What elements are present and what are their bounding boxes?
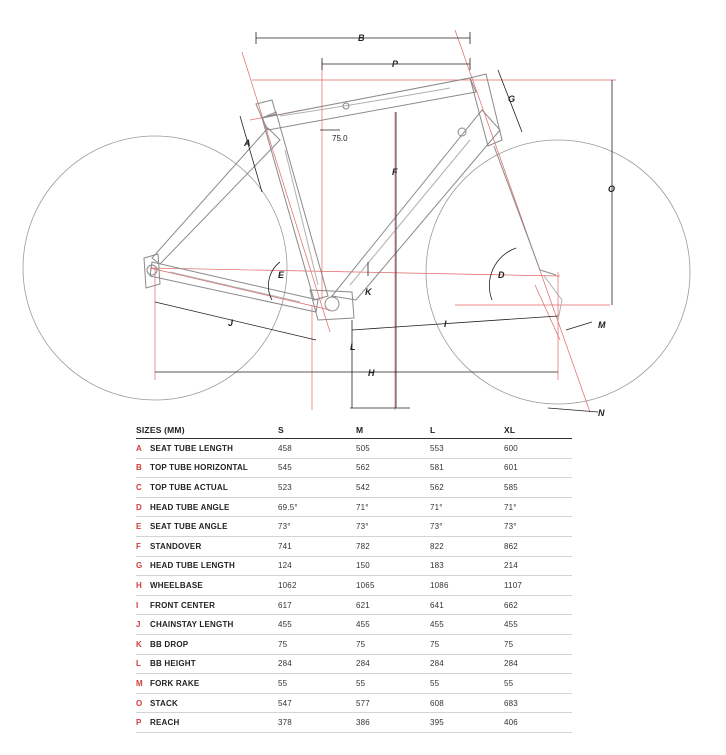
row-name: HEAD TUBE LENGTH — [150, 556, 278, 576]
label-i: I — [444, 319, 447, 329]
reference-lines — [150, 30, 616, 412]
label-f: F — [392, 167, 398, 177]
value-m: 73° — [356, 517, 430, 537]
row-name: CHAINSTAY LENGTH — [150, 615, 278, 635]
label-j: J — [228, 318, 234, 328]
value-m: 1065 — [356, 576, 430, 596]
value-m: 284 — [356, 654, 430, 674]
value-s: 284 — [278, 654, 356, 674]
header-l: L — [430, 420, 504, 439]
label-p: P — [392, 59, 399, 69]
value-l: 641 — [430, 595, 504, 615]
value-xl: 662 — [504, 595, 572, 615]
table-row — [136, 439, 572, 459]
header-m: M — [356, 420, 430, 439]
value-m: 75 — [356, 634, 430, 654]
value-l: 75 — [430, 634, 504, 654]
value-m: 71° — [356, 497, 430, 517]
row-name: BB HEIGHT — [150, 654, 278, 674]
row-name: TOP TUBE ACTUAL — [150, 478, 278, 498]
row-letter: I — [136, 595, 150, 615]
value-xl: 284 — [504, 654, 572, 674]
row-letter: D — [136, 497, 150, 517]
value-l: 284 — [430, 654, 504, 674]
value-s: 55 — [278, 674, 356, 694]
row-letter: B — [136, 458, 150, 478]
geometry-table — [136, 420, 572, 733]
value-l: 71° — [430, 497, 504, 517]
bike-frame — [144, 74, 562, 320]
label-m: M — [598, 320, 606, 330]
value-xl: 600 — [504, 439, 572, 459]
value-s: 458 — [278, 439, 356, 459]
row-name: FRONT CENTER — [150, 595, 278, 615]
value-m: 455 — [356, 615, 430, 635]
label-l: L — [350, 342, 356, 352]
table-row — [136, 458, 572, 478]
table-header-row — [136, 420, 572, 439]
value-s: 124 — [278, 556, 356, 576]
value-l: 822 — [430, 536, 504, 556]
dimension-lines — [155, 32, 612, 412]
value-xl: 601 — [504, 458, 572, 478]
row-letter: K — [136, 634, 150, 654]
table-row — [136, 674, 572, 694]
label-h: H — [368, 368, 375, 378]
value-xl: 683 — [504, 693, 572, 713]
row-name: SEAT TUBE ANGLE — [150, 517, 278, 537]
table-row — [136, 654, 572, 674]
value-l: 1086 — [430, 576, 504, 596]
value-xl: 214 — [504, 556, 572, 576]
value-m: 55 — [356, 674, 430, 694]
value-xl: 585 — [504, 478, 572, 498]
label-e: E — [278, 270, 285, 280]
value-m: 150 — [356, 556, 430, 576]
value-s: 545 — [278, 458, 356, 478]
row-name: TOP TUBE HORIZONTAL — [150, 458, 278, 478]
row-name: HEAD TUBE ANGLE — [150, 497, 278, 517]
label-o: O — [608, 184, 616, 194]
value-s: 523 — [278, 478, 356, 498]
header-xl: XL — [504, 420, 572, 439]
value-s: 617 — [278, 595, 356, 615]
label-k: K — [365, 287, 372, 297]
value-xl: 455 — [504, 615, 572, 635]
value-s: 1062 — [278, 576, 356, 596]
value-l: 608 — [430, 693, 504, 713]
value-m: 542 — [356, 478, 430, 498]
table-row — [136, 556, 572, 576]
value-l: 73° — [430, 517, 504, 537]
table-row — [136, 478, 572, 498]
row-letter: J — [136, 615, 150, 635]
value-xl: 73° — [504, 517, 572, 537]
value-s: 741 — [278, 536, 356, 556]
header-s: S — [278, 420, 356, 439]
seat-angle-value: 75.0 — [332, 134, 348, 143]
row-name: FORK RAKE — [150, 674, 278, 694]
value-m: 577 — [356, 693, 430, 713]
value-l: 55 — [430, 674, 504, 694]
dimension-labels — [228, 33, 615, 418]
row-letter: H — [136, 576, 150, 596]
value-l: 581 — [430, 458, 504, 478]
row-letter: O — [136, 693, 150, 713]
value-l: 395 — [430, 713, 504, 733]
row-letter: C — [136, 478, 150, 498]
geometry-table-container — [136, 420, 572, 733]
label-b: B — [358, 33, 365, 43]
row-name: WHEELBASE — [150, 576, 278, 596]
table-row — [136, 713, 572, 733]
row-letter: A — [136, 439, 150, 459]
table-row — [136, 497, 572, 517]
row-letter: E — [136, 517, 150, 537]
row-letter: M — [136, 674, 150, 694]
label-d: D — [498, 270, 505, 280]
table-row — [136, 517, 572, 537]
value-m: 562 — [356, 458, 430, 478]
value-xl: 406 — [504, 713, 572, 733]
value-xl: 71° — [504, 497, 572, 517]
table-row — [136, 693, 572, 713]
row-name: SEAT TUBE LENGTH — [150, 439, 278, 459]
row-name: STACK — [150, 693, 278, 713]
value-l: 553 — [430, 439, 504, 459]
table-row — [136, 595, 572, 615]
value-s: 73° — [278, 517, 356, 537]
table-row — [136, 576, 572, 596]
row-letter: F — [136, 536, 150, 556]
value-s: 378 — [278, 713, 356, 733]
row-letter: G — [136, 556, 150, 576]
value-xl: 55 — [504, 674, 572, 694]
value-xl: 862 — [504, 536, 572, 556]
value-m: 621 — [356, 595, 430, 615]
row-name: STANDOVER — [150, 536, 278, 556]
value-s: 547 — [278, 693, 356, 713]
table-row — [136, 615, 572, 635]
label-n: N — [598, 408, 605, 418]
label-a: A — [244, 138, 251, 148]
value-xl: 1107 — [504, 576, 572, 596]
value-xl: 75 — [504, 634, 572, 654]
value-s: 75 — [278, 634, 356, 654]
value-m: 505 — [356, 439, 430, 459]
table-row — [136, 536, 572, 556]
value-m: 386 — [356, 713, 430, 733]
value-m: 782 — [356, 536, 430, 556]
table-row — [136, 634, 572, 654]
value-s: 455 — [278, 615, 356, 635]
label-g: G — [508, 94, 516, 104]
header-sizes: SIZES (MM) — [136, 420, 278, 439]
row-letter: P — [136, 713, 150, 733]
value-l: 455 — [430, 615, 504, 635]
value-l: 183 — [430, 556, 504, 576]
value-s: 69.5° — [278, 497, 356, 517]
row-letter: L — [136, 654, 150, 674]
row-name: BB DROP — [150, 634, 278, 654]
row-name: REACH — [150, 713, 278, 733]
value-l: 562 — [430, 478, 504, 498]
